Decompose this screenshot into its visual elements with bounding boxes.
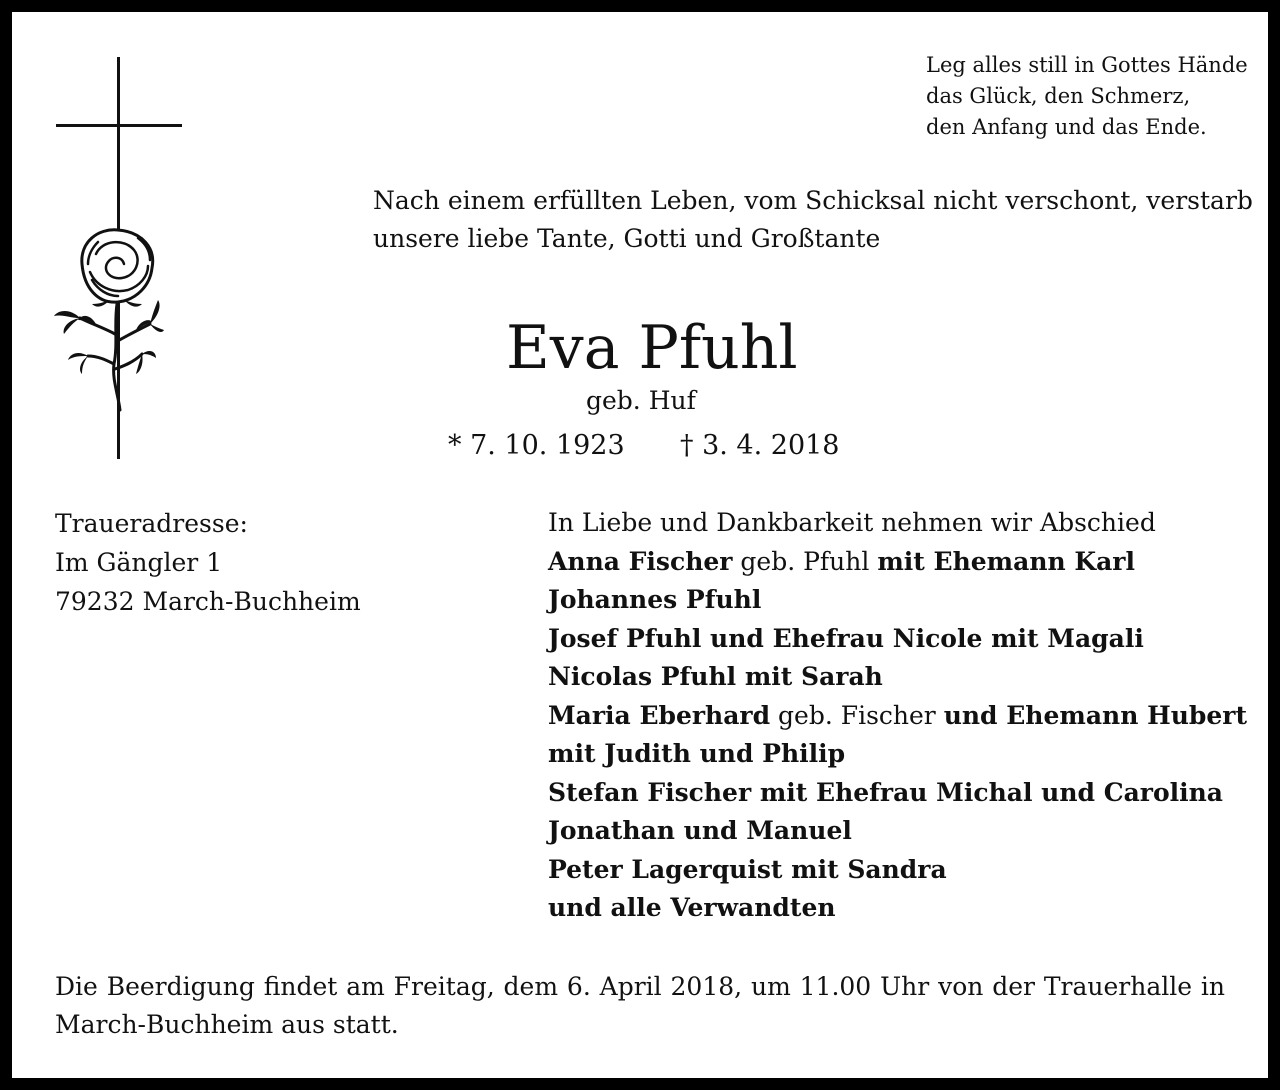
mourner-name: Anna Fischer: [548, 546, 733, 576]
intro-line: unsere liebe Tante, Gotti und Großtante: [373, 224, 881, 253]
mourner-line: Johannes Pfuhl: [548, 585, 762, 614]
maiden-name: geb. Huf: [586, 386, 696, 415]
mourner-maiden: geb. Pfuhl: [732, 546, 878, 576]
intro-line: Nach einem erfüllten Leben, vom Schicksal nicht verschont, verstarb: [373, 186, 1253, 215]
mourner-line: und alle Verwandten: [548, 893, 836, 922]
quote-line: den Anfang und das Ende.: [926, 115, 1207, 139]
death-date: † 3. 4. 2018: [680, 430, 840, 461]
mourner-line: [548, 697, 1247, 736]
mourner-relation: mit Ehemann Karl: [877, 546, 1135, 576]
mourner-maiden: geb. Fischer: [770, 700, 944, 730]
mourning-address: [55, 504, 361, 621]
obituary-notice: [12, 12, 1268, 1078]
mourners-list: [548, 504, 1247, 928]
quote-line: das Glück, den Schmerz,: [926, 84, 1191, 108]
mourner-line: Nicolas Pfuhl mit Sarah: [548, 662, 883, 691]
address-street: Im Gängler 1: [55, 548, 223, 577]
quote-line: Leg alles still in Gottes Hände: [926, 53, 1248, 77]
mourner-line: Josef Pfuhl und Ehefrau Nicole mit Magali: [548, 623, 1144, 653]
mourner-line: [548, 543, 1247, 582]
mourner-line: mit Judith und Philip: [548, 739, 846, 768]
deceased-name: Eva Pfuhl: [506, 313, 798, 383]
funeral-info: Die Beerdigung findet am Freitag, dem 6. April 2018, um 11.00 Uhr von der Trauerhalle in March-Buchheim aus statt.: [55, 972, 1225, 1039]
address-city: 79232 March-Buchheim: [55, 587, 361, 616]
birth-date: * 7. 10. 1923: [448, 430, 625, 461]
address-label: Traueradresse:: [55, 509, 248, 538]
rose-icon: [52, 224, 164, 412]
cross-horizontal-bar: [56, 124, 182, 127]
mourner-relation: und Ehemann Hubert: [943, 700, 1247, 730]
mourner-line: Jonathan und Manuel: [548, 816, 852, 845]
mourner-line: Peter Lagerquist mit Sandra: [548, 854, 947, 884]
mourner-line: Stefan Fischer mit Ehefrau Michal und Carolina: [548, 777, 1223, 807]
mourner-name: Maria Eberhard: [548, 700, 771, 730]
intro-text: [373, 182, 1253, 258]
quote: [926, 50, 1248, 143]
mourners-intro: In Liebe und Dankbarkeit nehmen wir Abschied: [548, 508, 1156, 537]
